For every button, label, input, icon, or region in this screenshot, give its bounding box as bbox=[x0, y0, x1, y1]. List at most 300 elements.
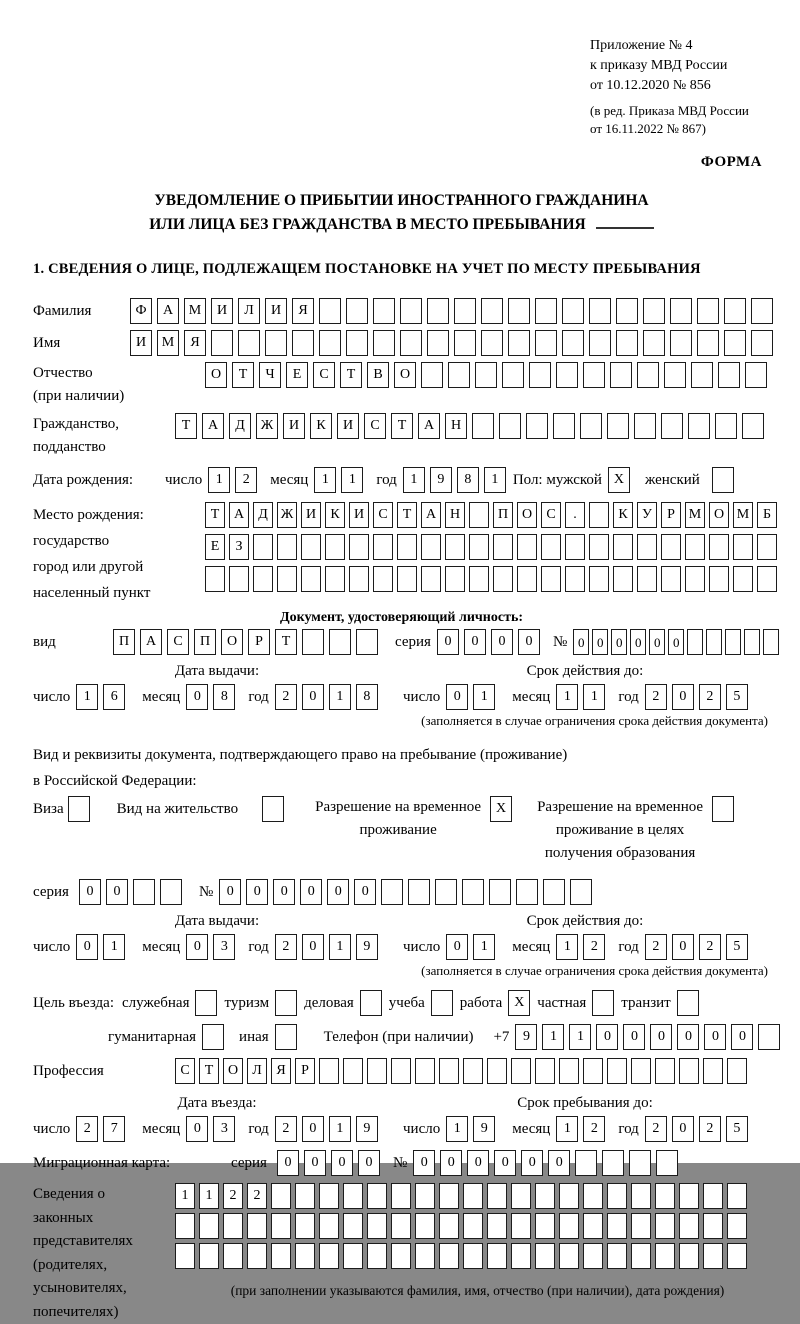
profession-boxes[interactable] bbox=[175, 1058, 751, 1084]
phone-boxes-cell-5[interactable]: 0 bbox=[623, 1024, 645, 1050]
doc-kind-boxes-cell-1[interactable]: П bbox=[113, 629, 135, 655]
birthplace-row1-boxes-cell-14[interactable]: О bbox=[517, 502, 537, 528]
profession-boxes-cell-10[interactable] bbox=[391, 1058, 411, 1084]
birthplace-row3-boxes-cell-1[interactable] bbox=[205, 566, 225, 592]
profession-boxes-cell-14[interactable] bbox=[487, 1058, 507, 1084]
patronymic-boxes-cell-16[interactable] bbox=[610, 362, 632, 388]
legal-row2-boxes-cell-21[interactable] bbox=[655, 1213, 675, 1239]
birthplace-row3-boxes-cell-15[interactable] bbox=[541, 566, 561, 592]
birth-day-boxes-cell-1[interactable]: 1 bbox=[208, 467, 230, 493]
profession-boxes-cell-3[interactable]: О bbox=[223, 1058, 243, 1084]
legal-row2-boxes-cell-9[interactable] bbox=[367, 1213, 387, 1239]
legal-row1-boxes-cell-13[interactable] bbox=[463, 1183, 483, 1209]
legal-row3-boxes-cell-6[interactable] bbox=[295, 1243, 315, 1269]
legal-row1-boxes-cell-9[interactable] bbox=[367, 1183, 387, 1209]
permit-series-boxes[interactable] bbox=[79, 879, 187, 905]
birthplace-row3-boxes-cell-17[interactable] bbox=[589, 566, 609, 592]
permit-valid-year-boxes-cell-2[interactable]: 0 bbox=[672, 934, 694, 960]
birthplace-row2-boxes-cell-22[interactable] bbox=[709, 534, 729, 560]
permit-series-boxes-cell-4[interactable] bbox=[160, 879, 182, 905]
entry-year-boxes-cell-3[interactable]: 1 bbox=[329, 1116, 351, 1142]
given-name-boxes-cell-1[interactable]: И bbox=[130, 330, 152, 356]
doc-issue-day-boxes[interactable] bbox=[76, 684, 130, 710]
citizenship-boxes-cell-15[interactable] bbox=[553, 413, 575, 439]
permit-valid-day-boxes[interactable] bbox=[446, 934, 500, 960]
legal-row1-boxes-cell-8[interactable] bbox=[343, 1183, 363, 1209]
birthplace-row2-boxes-cell-3[interactable] bbox=[253, 534, 273, 560]
profession-boxes-cell-20[interactable] bbox=[631, 1058, 651, 1084]
doc-issue-day-boxes-cell-1[interactable]: 1 bbox=[76, 684, 98, 710]
profession-boxes-cell-17[interactable] bbox=[559, 1058, 579, 1084]
stay-day-boxes-cell-2[interactable]: 9 bbox=[473, 1116, 495, 1142]
birthplace-row3-boxes-cell-20[interactable] bbox=[661, 566, 681, 592]
legal-row3-boxes-cell-4[interactable] bbox=[247, 1243, 267, 1269]
birthplace-row3-boxes-cell-13[interactable] bbox=[493, 566, 513, 592]
birthplace-row1-boxes-cell-3[interactable]: Д bbox=[253, 502, 273, 528]
legal-row3-boxes-cell-23[interactable] bbox=[703, 1243, 723, 1269]
entry-year-boxes-cell-2[interactable]: 0 bbox=[302, 1116, 324, 1142]
given-name-boxes-cell-24[interactable] bbox=[751, 330, 773, 356]
legal-row3-boxes-cell-2[interactable] bbox=[199, 1243, 219, 1269]
tranzit-checkbox[interactable] bbox=[677, 990, 699, 1016]
citizenship-boxes-cell-3[interactable]: Д bbox=[229, 413, 251, 439]
doc-number-boxes-cell-2[interactable]: 0 bbox=[592, 629, 608, 655]
doc-number-boxes-cell-1[interactable]: 0 bbox=[573, 629, 589, 655]
birthplace-row2-boxes[interactable] bbox=[205, 534, 781, 560]
doc-kind-boxes-cell-4[interactable]: П bbox=[194, 629, 216, 655]
legal-row1-boxes-cell-3[interactable]: 2 bbox=[223, 1183, 243, 1209]
entry-year-boxes[interactable] bbox=[275, 1116, 383, 1142]
patronymic-boxes-cell-2[interactable]: Т bbox=[232, 362, 254, 388]
stay-year-boxes-cell-3[interactable]: 2 bbox=[699, 1116, 721, 1142]
legal-row2-boxes-cell-24[interactable] bbox=[727, 1213, 747, 1239]
given-name-boxes-cell-15[interactable] bbox=[508, 330, 530, 356]
given-name-boxes-cell-2[interactable]: М bbox=[157, 330, 179, 356]
permit-valid-year-boxes-cell-4[interactable]: 5 bbox=[726, 934, 748, 960]
birthplace-row2-boxes-cell-16[interactable] bbox=[565, 534, 585, 560]
profession-boxes-cell-12[interactable] bbox=[439, 1058, 459, 1084]
doc-issue-month-boxes[interactable] bbox=[186, 684, 240, 710]
turizm-checkbox[interactable] bbox=[275, 990, 297, 1016]
stay-year-boxes-cell-4[interactable]: 5 bbox=[726, 1116, 748, 1142]
citizenship-boxes-cell-22[interactable] bbox=[742, 413, 764, 439]
permit-valid-day-boxes-cell-2[interactable]: 1 bbox=[473, 934, 495, 960]
profession-boxes-cell-1[interactable]: С bbox=[175, 1058, 195, 1084]
given-name-boxes-cell-6[interactable] bbox=[265, 330, 287, 356]
birthplace-row1-boxes-cell-1[interactable]: Т bbox=[205, 502, 225, 528]
legal-row1-boxes-cell-7[interactable] bbox=[319, 1183, 339, 1209]
doc-kind-boxes-cell-5[interactable]: О bbox=[221, 629, 243, 655]
legal-row3-boxes-cell-10[interactable] bbox=[391, 1243, 411, 1269]
legal-row2-boxes-cell-20[interactable] bbox=[631, 1213, 651, 1239]
profession-boxes-cell-4[interactable]: Л bbox=[247, 1058, 267, 1084]
legal-row1-boxes-cell-17[interactable] bbox=[559, 1183, 579, 1209]
doc-valid-year-boxes-cell-3[interactable]: 2 bbox=[699, 684, 721, 710]
doc-valid-month-boxes-cell-1[interactable]: 1 bbox=[556, 684, 578, 710]
legal-row2-boxes-cell-2[interactable] bbox=[199, 1213, 219, 1239]
permit-number-boxes-cell-1[interactable]: 0 bbox=[219, 879, 241, 905]
doc-series-boxes-cell-1[interactable]: 0 bbox=[437, 629, 459, 655]
patronymic-boxes-cell-18[interactable] bbox=[664, 362, 686, 388]
legal-row3-boxes-cell-15[interactable] bbox=[511, 1243, 531, 1269]
sex-female-checkbox[interactable] bbox=[712, 467, 734, 493]
mig-number-boxes-cell-2[interactable]: 0 bbox=[440, 1150, 462, 1176]
phone-boxes-cell-1[interactable]: 9 bbox=[515, 1024, 537, 1050]
patronymic-boxes-cell-9[interactable] bbox=[421, 362, 443, 388]
temp-permit-checkbox[interactable]: X bbox=[490, 796, 512, 822]
mig-number-boxes-cell-9[interactable] bbox=[629, 1150, 651, 1176]
birthplace-row2-boxes-cell-12[interactable] bbox=[469, 534, 489, 560]
entry-year-boxes-cell-1[interactable]: 2 bbox=[275, 1116, 297, 1142]
birthplace-row1-boxes-cell-23[interactable]: М bbox=[733, 502, 753, 528]
legal-row2-boxes-cell-16[interactable] bbox=[535, 1213, 555, 1239]
surname-boxes-cell-18[interactable] bbox=[589, 298, 611, 324]
profession-boxes-cell-23[interactable] bbox=[703, 1058, 723, 1084]
surname-boxes-cell-6[interactable]: И bbox=[265, 298, 287, 324]
surname-boxes-cell-9[interactable] bbox=[346, 298, 368, 324]
permit-issue-day-boxes[interactable] bbox=[76, 934, 130, 960]
birth-year-boxes[interactable] bbox=[403, 467, 511, 493]
mig-number-boxes-cell-10[interactable] bbox=[656, 1150, 678, 1176]
legal-row1-boxes-cell-11[interactable] bbox=[415, 1183, 435, 1209]
phone-boxes[interactable] bbox=[515, 1024, 785, 1050]
phone-boxes-cell-6[interactable]: 0 bbox=[650, 1024, 672, 1050]
surname-boxes-cell-16[interactable] bbox=[535, 298, 557, 324]
profession-boxes-cell-8[interactable] bbox=[343, 1058, 363, 1084]
birthplace-row3-boxes-cell-18[interactable] bbox=[613, 566, 633, 592]
citizenship-boxes-cell-7[interactable]: И bbox=[337, 413, 359, 439]
birthplace-row2-boxes-cell-21[interactable] bbox=[685, 534, 705, 560]
surname-boxes-cell-12[interactable] bbox=[427, 298, 449, 324]
surname-boxes-cell-1[interactable]: Ф bbox=[130, 298, 152, 324]
doc-series-boxes-cell-2[interactable]: 0 bbox=[464, 629, 486, 655]
permit-number-boxes-cell-6[interactable]: 0 bbox=[354, 879, 376, 905]
permit-valid-year-boxes[interactable] bbox=[645, 934, 753, 960]
patronymic-boxes-cell-8[interactable]: О bbox=[394, 362, 416, 388]
ucheba-checkbox[interactable] bbox=[431, 990, 453, 1016]
citizenship-boxes-cell-17[interactable] bbox=[607, 413, 629, 439]
legal-row2-boxes-cell-1[interactable] bbox=[175, 1213, 195, 1239]
birthplace-row3-boxes-cell-14[interactable] bbox=[517, 566, 537, 592]
patronymic-boxes-cell-11[interactable] bbox=[475, 362, 497, 388]
chastnaya-checkbox[interactable] bbox=[592, 990, 614, 1016]
given-name-boxes-cell-7[interactable] bbox=[292, 330, 314, 356]
birthplace-row2-boxes-cell-19[interactable] bbox=[637, 534, 657, 560]
surname-boxes-cell-24[interactable] bbox=[751, 298, 773, 324]
patronymic-boxes-cell-19[interactable] bbox=[691, 362, 713, 388]
stay-day-boxes-cell-1[interactable]: 1 bbox=[446, 1116, 468, 1142]
given-name-boxes-cell-16[interactable] bbox=[535, 330, 557, 356]
title-blank-underline[interactable] bbox=[596, 227, 654, 229]
legal-row1-boxes-cell-19[interactable] bbox=[607, 1183, 627, 1209]
citizenship-boxes-cell-11[interactable]: Н bbox=[445, 413, 467, 439]
permit-valid-month-boxes[interactable] bbox=[556, 934, 610, 960]
citizenship-boxes-cell-6[interactable]: К bbox=[310, 413, 332, 439]
surname-boxes-cell-13[interactable] bbox=[454, 298, 476, 324]
mig-number-boxes-cell-6[interactable]: 0 bbox=[548, 1150, 570, 1176]
legal-row3-boxes-cell-18[interactable] bbox=[583, 1243, 603, 1269]
surname-boxes-cell-14[interactable] bbox=[481, 298, 503, 324]
birthplace-row2-boxes-cell-9[interactable] bbox=[397, 534, 417, 560]
profession-boxes-cell-21[interactable] bbox=[655, 1058, 675, 1084]
legal-row1-boxes-cell-4[interactable]: 2 bbox=[247, 1183, 267, 1209]
surname-boxes-cell-10[interactable] bbox=[373, 298, 395, 324]
birthplace-row2-boxes-cell-23[interactable] bbox=[733, 534, 753, 560]
birth-day-boxes-cell-2[interactable]: 2 bbox=[235, 467, 257, 493]
surname-boxes-cell-7[interactable]: Я bbox=[292, 298, 314, 324]
mig-number-boxes-cell-1[interactable]: 0 bbox=[413, 1150, 435, 1176]
legal-row2-boxes-cell-10[interactable] bbox=[391, 1213, 411, 1239]
stay-month-boxes[interactable] bbox=[556, 1116, 610, 1142]
patronymic-boxes-cell-7[interactable]: В bbox=[367, 362, 389, 388]
delovaya-checkbox[interactable] bbox=[360, 990, 382, 1016]
entry-day-boxes-cell-2[interactable]: 7 bbox=[103, 1116, 125, 1142]
given-name-boxes-cell-20[interactable] bbox=[643, 330, 665, 356]
birthplace-row2-boxes-cell-4[interactable] bbox=[277, 534, 297, 560]
birthplace-row1-boxes-cell-10[interactable]: А bbox=[421, 502, 441, 528]
birthplace-row2-boxes-cell-11[interactable] bbox=[445, 534, 465, 560]
legal-row2-boxes-cell-14[interactable] bbox=[487, 1213, 507, 1239]
legal-row3-boxes-cell-8[interactable] bbox=[343, 1243, 363, 1269]
surname-boxes-cell-19[interactable] bbox=[616, 298, 638, 324]
doc-valid-year-boxes-cell-1[interactable]: 2 bbox=[645, 684, 667, 710]
permit-number-boxes-cell-14[interactable] bbox=[570, 879, 592, 905]
permit-number-boxes-cell-12[interactable] bbox=[516, 879, 538, 905]
birthplace-row3-boxes-cell-21[interactable] bbox=[685, 566, 705, 592]
birthplace-row3-boxes-cell-3[interactable] bbox=[253, 566, 273, 592]
birthplace-row3-boxes-cell-22[interactable] bbox=[709, 566, 729, 592]
birthplace-row2-boxes-cell-1[interactable]: Е bbox=[205, 534, 225, 560]
mig-number-boxes-cell-3[interactable]: 0 bbox=[467, 1150, 489, 1176]
permit-issue-year-boxes[interactable] bbox=[275, 934, 383, 960]
patronymic-boxes-cell-20[interactable] bbox=[718, 362, 740, 388]
birthplace-row1-boxes-cell-6[interactable]: К bbox=[325, 502, 345, 528]
citizenship-boxes[interactable] bbox=[175, 413, 769, 439]
mig-number-boxes-cell-4[interactable]: 0 bbox=[494, 1150, 516, 1176]
doc-kind-boxes-cell-3[interactable]: С bbox=[167, 629, 189, 655]
profession-boxes-cell-11[interactable] bbox=[415, 1058, 435, 1084]
birthplace-row3-boxes-cell-7[interactable] bbox=[349, 566, 369, 592]
doc-valid-day-boxes-cell-1[interactable]: 0 bbox=[446, 684, 468, 710]
permit-series-boxes-cell-1[interactable]: 0 bbox=[79, 879, 101, 905]
birthplace-row3-boxes-cell-9[interactable] bbox=[397, 566, 417, 592]
permit-number-boxes[interactable] bbox=[219, 879, 597, 905]
legal-row2-boxes-cell-4[interactable] bbox=[247, 1213, 267, 1239]
doc-valid-year-boxes[interactable] bbox=[645, 684, 753, 710]
legal-row1-boxes-cell-20[interactable] bbox=[631, 1183, 651, 1209]
doc-number-boxes-cell-9[interactable] bbox=[725, 629, 741, 655]
permit-valid-month-boxes-cell-2[interactable]: 2 bbox=[583, 934, 605, 960]
surname-boxes-cell-11[interactable] bbox=[400, 298, 422, 324]
birthplace-row2-boxes-cell-15[interactable] bbox=[541, 534, 561, 560]
birthplace-row2-boxes-cell-24[interactable] bbox=[757, 534, 777, 560]
legal-row1-boxes-cell-10[interactable] bbox=[391, 1183, 411, 1209]
birthplace-row3-boxes-cell-12[interactable] bbox=[469, 566, 489, 592]
doc-number-boxes-cell-11[interactable] bbox=[763, 629, 779, 655]
legal-row3-boxes-cell-12[interactable] bbox=[439, 1243, 459, 1269]
phone-boxes-cell-8[interactable]: 0 bbox=[704, 1024, 726, 1050]
patronymic-boxes-cell-6[interactable]: Т bbox=[340, 362, 362, 388]
doc-valid-year-boxes-cell-4[interactable]: 5 bbox=[726, 684, 748, 710]
temp-permit-edu-checkbox[interactable] bbox=[712, 796, 734, 822]
doc-number-boxes-cell-3[interactable]: 0 bbox=[611, 629, 627, 655]
permit-issue-year-boxes-cell-2[interactable]: 0 bbox=[302, 934, 324, 960]
birthplace-row1-boxes-cell-17[interactable] bbox=[589, 502, 609, 528]
sluzhebnaya-checkbox[interactable] bbox=[195, 990, 217, 1016]
legal-row2-boxes-cell-11[interactable] bbox=[415, 1213, 435, 1239]
profession-boxes-cell-18[interactable] bbox=[583, 1058, 603, 1084]
surname-boxes-cell-2[interactable]: А bbox=[157, 298, 179, 324]
given-name-boxes-cell-4[interactable] bbox=[211, 330, 233, 356]
birthplace-row3-boxes-cell-2[interactable] bbox=[229, 566, 249, 592]
legal-row1-boxes-cell-14[interactable] bbox=[487, 1183, 507, 1209]
surname-boxes[interactable] bbox=[130, 298, 778, 324]
profession-boxes-cell-9[interactable] bbox=[367, 1058, 387, 1084]
citizenship-boxes-cell-9[interactable]: Т bbox=[391, 413, 413, 439]
permit-number-boxes-cell-7[interactable] bbox=[381, 879, 403, 905]
birthplace-row1-boxes-cell-22[interactable]: О bbox=[709, 502, 729, 528]
surname-boxes-cell-3[interactable]: М bbox=[184, 298, 206, 324]
phone-boxes-cell-2[interactable]: 1 bbox=[542, 1024, 564, 1050]
doc-issue-month-boxes-cell-2[interactable]: 8 bbox=[213, 684, 235, 710]
birth-year-boxes-cell-3[interactable]: 8 bbox=[457, 467, 479, 493]
legal-row2-boxes-cell-19[interactable] bbox=[607, 1213, 627, 1239]
visa-checkbox[interactable] bbox=[68, 796, 90, 822]
permit-number-boxes-cell-10[interactable] bbox=[462, 879, 484, 905]
given-name-boxes-cell-3[interactable]: Я bbox=[184, 330, 206, 356]
birthplace-row3-boxes-cell-19[interactable] bbox=[637, 566, 657, 592]
legal-row2-boxes-cell-13[interactable] bbox=[463, 1213, 483, 1239]
birthplace-row1-boxes-cell-18[interactable]: К bbox=[613, 502, 633, 528]
birthplace-row2-boxes-cell-5[interactable] bbox=[301, 534, 321, 560]
patronymic-boxes-cell-14[interactable] bbox=[556, 362, 578, 388]
patronymic-boxes-cell-21[interactable] bbox=[745, 362, 767, 388]
mig-number-boxes-cell-8[interactable] bbox=[602, 1150, 624, 1176]
birthplace-row1-boxes-cell-5[interactable]: И bbox=[301, 502, 321, 528]
birth-year-boxes-cell-1[interactable]: 1 bbox=[403, 467, 425, 493]
birthplace-row1-boxes-cell-12[interactable] bbox=[469, 502, 489, 528]
legal-row1-boxes-cell-21[interactable] bbox=[655, 1183, 675, 1209]
surname-boxes-cell-5[interactable]: Л bbox=[238, 298, 260, 324]
birthplace-row1-boxes-cell-2[interactable]: А bbox=[229, 502, 249, 528]
birthplace-row2-boxes-cell-18[interactable] bbox=[613, 534, 633, 560]
phone-boxes-cell-4[interactable]: 0 bbox=[596, 1024, 618, 1050]
permit-issue-year-boxes-cell-1[interactable]: 2 bbox=[275, 934, 297, 960]
legal-row2-boxes-cell-22[interactable] bbox=[679, 1213, 699, 1239]
doc-kind-boxes-cell-7[interactable]: Т bbox=[275, 629, 297, 655]
birthplace-row2-boxes-cell-14[interactable] bbox=[517, 534, 537, 560]
given-name-boxes-cell-10[interactable] bbox=[373, 330, 395, 356]
citizenship-boxes-cell-4[interactable]: Ж bbox=[256, 413, 278, 439]
permit-number-boxes-cell-11[interactable] bbox=[489, 879, 511, 905]
given-name-boxes-cell-5[interactable] bbox=[238, 330, 260, 356]
doc-series-boxes-cell-4[interactable]: 0 bbox=[518, 629, 540, 655]
birthplace-row3-boxes-cell-16[interactable] bbox=[565, 566, 585, 592]
surname-boxes-cell-21[interactable] bbox=[670, 298, 692, 324]
birthplace-row2-boxes-cell-13[interactable] bbox=[493, 534, 513, 560]
doc-valid-month-boxes[interactable] bbox=[556, 684, 610, 710]
residence-permit-checkbox[interactable] bbox=[262, 796, 284, 822]
profession-boxes-cell-16[interactable] bbox=[535, 1058, 555, 1084]
stay-year-boxes[interactable] bbox=[645, 1116, 753, 1142]
permit-series-boxes-cell-3[interactable] bbox=[133, 879, 155, 905]
legal-row1-boxes-cell-16[interactable] bbox=[535, 1183, 555, 1209]
birthplace-row2-boxes-cell-2[interactable]: З bbox=[229, 534, 249, 560]
doc-number-boxes-cell-6[interactable]: 0 bbox=[668, 629, 684, 655]
legal-row3-boxes-cell-7[interactable] bbox=[319, 1243, 339, 1269]
sex-male-checkbox[interactable]: X bbox=[608, 467, 630, 493]
legal-row3-boxes-cell-17[interactable] bbox=[559, 1243, 579, 1269]
mig-series-boxes-cell-1[interactable]: 0 bbox=[277, 1150, 299, 1176]
stay-month-boxes-cell-1[interactable]: 1 bbox=[556, 1116, 578, 1142]
profession-boxes-cell-19[interactable] bbox=[607, 1058, 627, 1084]
permit-valid-year-boxes-cell-1[interactable]: 2 bbox=[645, 934, 667, 960]
birthplace-row2-boxes-cell-10[interactable] bbox=[421, 534, 441, 560]
surname-boxes-cell-23[interactable] bbox=[724, 298, 746, 324]
birthplace-row1-boxes-cell-20[interactable]: Р bbox=[661, 502, 681, 528]
legal-row1-boxes-cell-18[interactable] bbox=[583, 1183, 603, 1209]
given-name-boxes-cell-19[interactable] bbox=[616, 330, 638, 356]
entry-year-boxes-cell-4[interactable]: 9 bbox=[356, 1116, 378, 1142]
birthplace-row1-boxes-cell-16[interactable]: . bbox=[565, 502, 585, 528]
doc-number-boxes[interactable] bbox=[573, 629, 782, 655]
doc-valid-day-boxes-cell-2[interactable]: 1 bbox=[473, 684, 495, 710]
profession-boxes-cell-6[interactable]: Р bbox=[295, 1058, 315, 1084]
birthplace-row1-boxes-cell-24[interactable]: Б bbox=[757, 502, 777, 528]
doc-issue-year-boxes-cell-4[interactable]: 8 bbox=[356, 684, 378, 710]
birthplace-row1-boxes-cell-8[interactable]: С bbox=[373, 502, 393, 528]
permit-issue-year-boxes-cell-3[interactable]: 1 bbox=[329, 934, 351, 960]
doc-number-boxes-cell-5[interactable]: 0 bbox=[649, 629, 665, 655]
legal-row2-boxes-cell-6[interactable] bbox=[295, 1213, 315, 1239]
rabota-checkbox[interactable]: X bbox=[508, 990, 530, 1016]
legal-row3-boxes-cell-13[interactable] bbox=[463, 1243, 483, 1269]
legal-row2-boxes-cell-23[interactable] bbox=[703, 1213, 723, 1239]
legal-row3-boxes[interactable] bbox=[175, 1243, 770, 1269]
permit-valid-day-boxes-cell-1[interactable]: 0 bbox=[446, 934, 468, 960]
doc-kind-boxes-cell-10[interactable] bbox=[356, 629, 378, 655]
entry-month-boxes[interactable] bbox=[186, 1116, 240, 1142]
citizenship-boxes-cell-21[interactable] bbox=[715, 413, 737, 439]
permit-number-boxes-cell-2[interactable]: 0 bbox=[246, 879, 268, 905]
patronymic-boxes[interactable] bbox=[205, 362, 772, 388]
legal-row2-boxes-cell-17[interactable] bbox=[559, 1213, 579, 1239]
doc-kind-boxes-cell-6[interactable]: Р bbox=[248, 629, 270, 655]
legal-row3-boxes-cell-3[interactable] bbox=[223, 1243, 243, 1269]
birthplace-row3-boxes-cell-23[interactable] bbox=[733, 566, 753, 592]
mig-series-boxes-cell-3[interactable]: 0 bbox=[331, 1150, 353, 1176]
birthplace-row1-boxes-cell-11[interactable]: Н bbox=[445, 502, 465, 528]
legal-row3-boxes-cell-14[interactable] bbox=[487, 1243, 507, 1269]
birthplace-row3-boxes[interactable] bbox=[205, 566, 781, 592]
doc-kind-boxes-cell-9[interactable] bbox=[329, 629, 351, 655]
doc-issue-day-boxes-cell-2[interactable]: 6 bbox=[103, 684, 125, 710]
legal-row3-boxes-cell-21[interactable] bbox=[655, 1243, 675, 1269]
given-name-boxes-cell-18[interactable] bbox=[589, 330, 611, 356]
citizenship-boxes-cell-16[interactable] bbox=[580, 413, 602, 439]
doc-valid-day-boxes[interactable] bbox=[446, 684, 500, 710]
legal-row3-boxes-cell-20[interactable] bbox=[631, 1243, 651, 1269]
doc-valid-year-boxes-cell-2[interactable]: 0 bbox=[672, 684, 694, 710]
permit-series-boxes-cell-2[interactable]: 0 bbox=[106, 879, 128, 905]
doc-valid-month-boxes-cell-2[interactable]: 1 bbox=[583, 684, 605, 710]
patronymic-boxes-cell-3[interactable]: Ч bbox=[259, 362, 281, 388]
given-name-boxes-cell-13[interactable] bbox=[454, 330, 476, 356]
stay-year-boxes-cell-1[interactable]: 2 bbox=[645, 1116, 667, 1142]
legal-row2-boxes-cell-3[interactable] bbox=[223, 1213, 243, 1239]
legal-row2-boxes-cell-5[interactable] bbox=[271, 1213, 291, 1239]
profession-boxes-cell-2[interactable]: Т bbox=[199, 1058, 219, 1084]
